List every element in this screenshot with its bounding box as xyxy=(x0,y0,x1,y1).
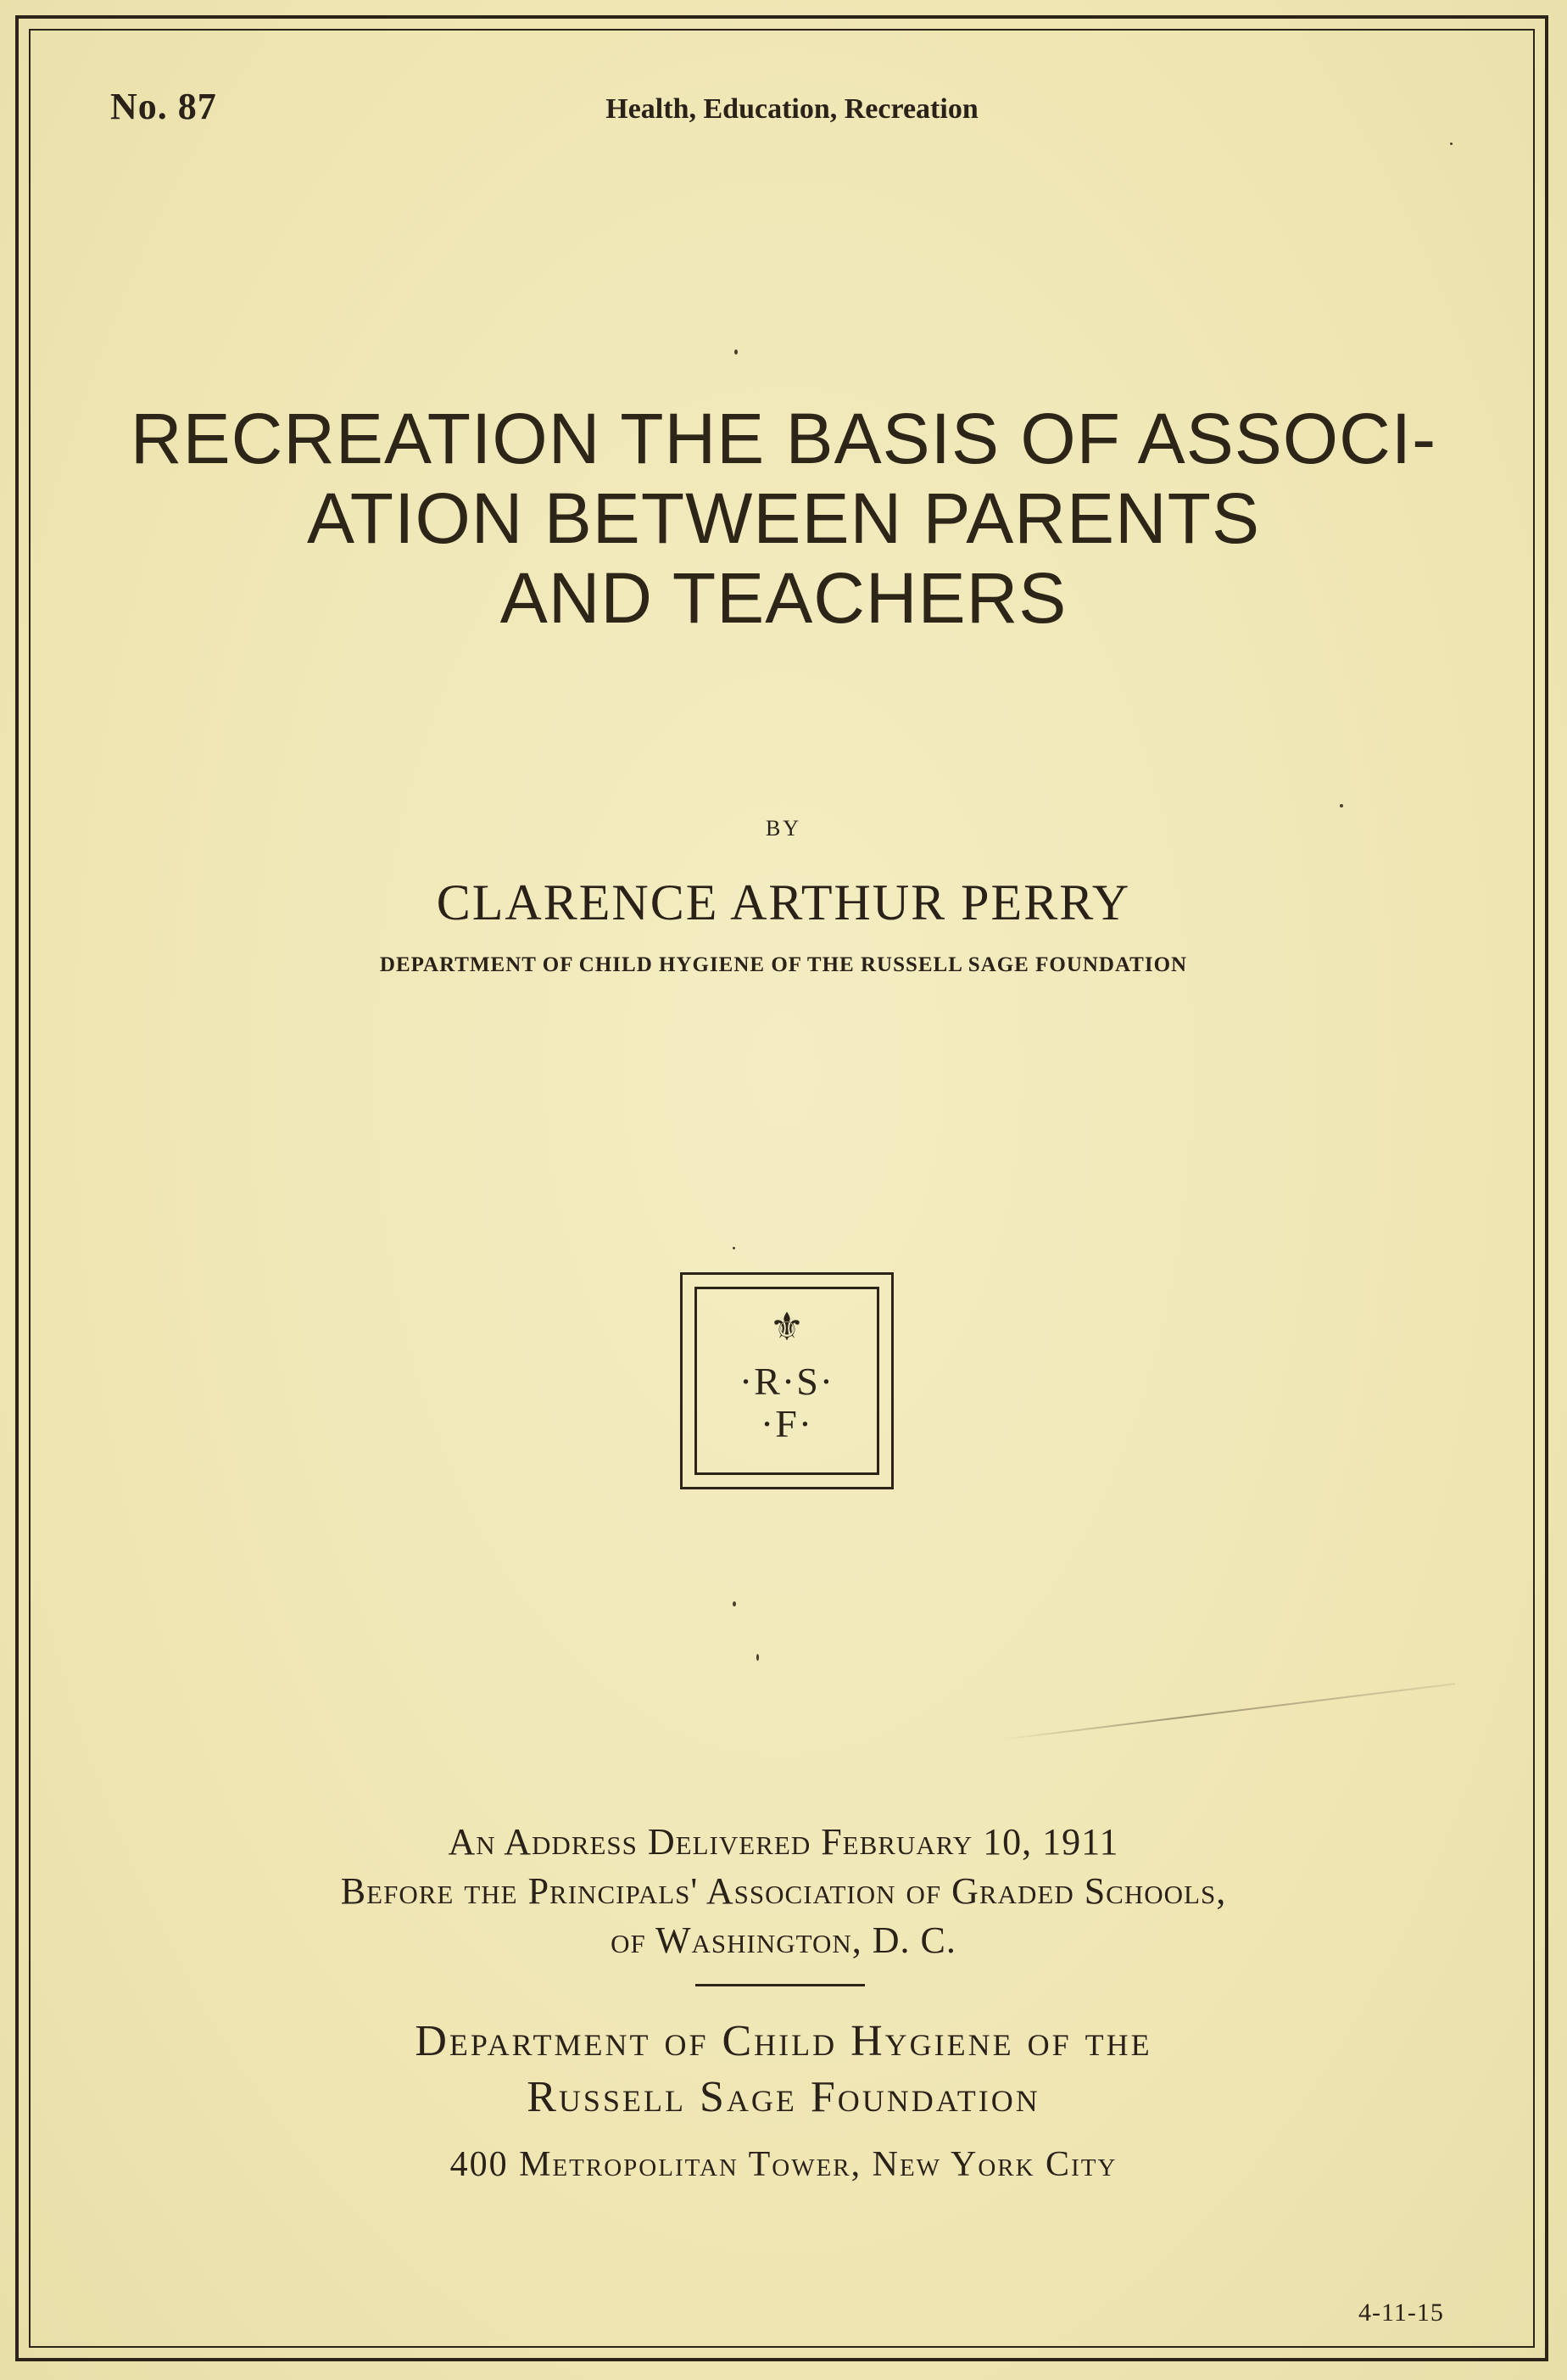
fleur-de-lis-icon: ⚜ xyxy=(769,1305,805,1349)
paper-speck xyxy=(1450,142,1453,145)
emblem-letters-rs: ·R·S· xyxy=(739,1360,835,1403)
publisher-location: 400 Metropolitan Tower, New York City xyxy=(449,2145,1118,2184)
author-name: CLARENCE ARTHUR PERRY xyxy=(436,874,1131,930)
paper-speck xyxy=(733,1601,736,1606)
pamphlet-number: No. 87 xyxy=(110,86,217,127)
address-line-2: Before the Principals' Association of Graded Schools, xyxy=(340,1870,1227,1912)
series-title: Health, Education, Recreation xyxy=(605,93,979,125)
paper-speck xyxy=(734,349,738,355)
publisher-line-2: Russell Sage Foundation xyxy=(527,2073,1040,2121)
publisher-line-1: Department of Child Hygiene of the xyxy=(415,2017,1152,2065)
emblem-inner-frame xyxy=(694,1287,879,1475)
document-title xyxy=(0,399,1567,638)
publisher-block xyxy=(0,2014,1567,2126)
paper-speck xyxy=(1340,804,1343,807)
address-note xyxy=(0,1818,1567,1965)
address-line-3: of Washington, D. C. xyxy=(611,1919,956,1961)
address-line-1: An Address Delivered February 10, 1911 xyxy=(448,1821,1119,1863)
rsf-emblem xyxy=(680,1272,894,1489)
title-line-1: RECREATION THE BASIS OF ASSOCI- xyxy=(130,399,1437,478)
by-label: BY xyxy=(765,816,802,841)
divider-rule xyxy=(695,1984,865,1986)
paper-speck xyxy=(733,1247,735,1249)
emblem-letter-f: ·F· xyxy=(760,1402,814,1445)
inner-border xyxy=(29,29,1535,2348)
author-affiliation: DEPARTMENT OF CHILD HYGIENE OF THE RUSSELL SAGE FOUNDATION xyxy=(379,953,1188,976)
paper-speck xyxy=(756,1654,759,1661)
print-code: 4-11-15 xyxy=(1358,2299,1444,2327)
title-line-2: ATION BETWEEN PARENTS xyxy=(307,478,1260,558)
title-line-3: AND TEACHERS xyxy=(499,558,1068,638)
